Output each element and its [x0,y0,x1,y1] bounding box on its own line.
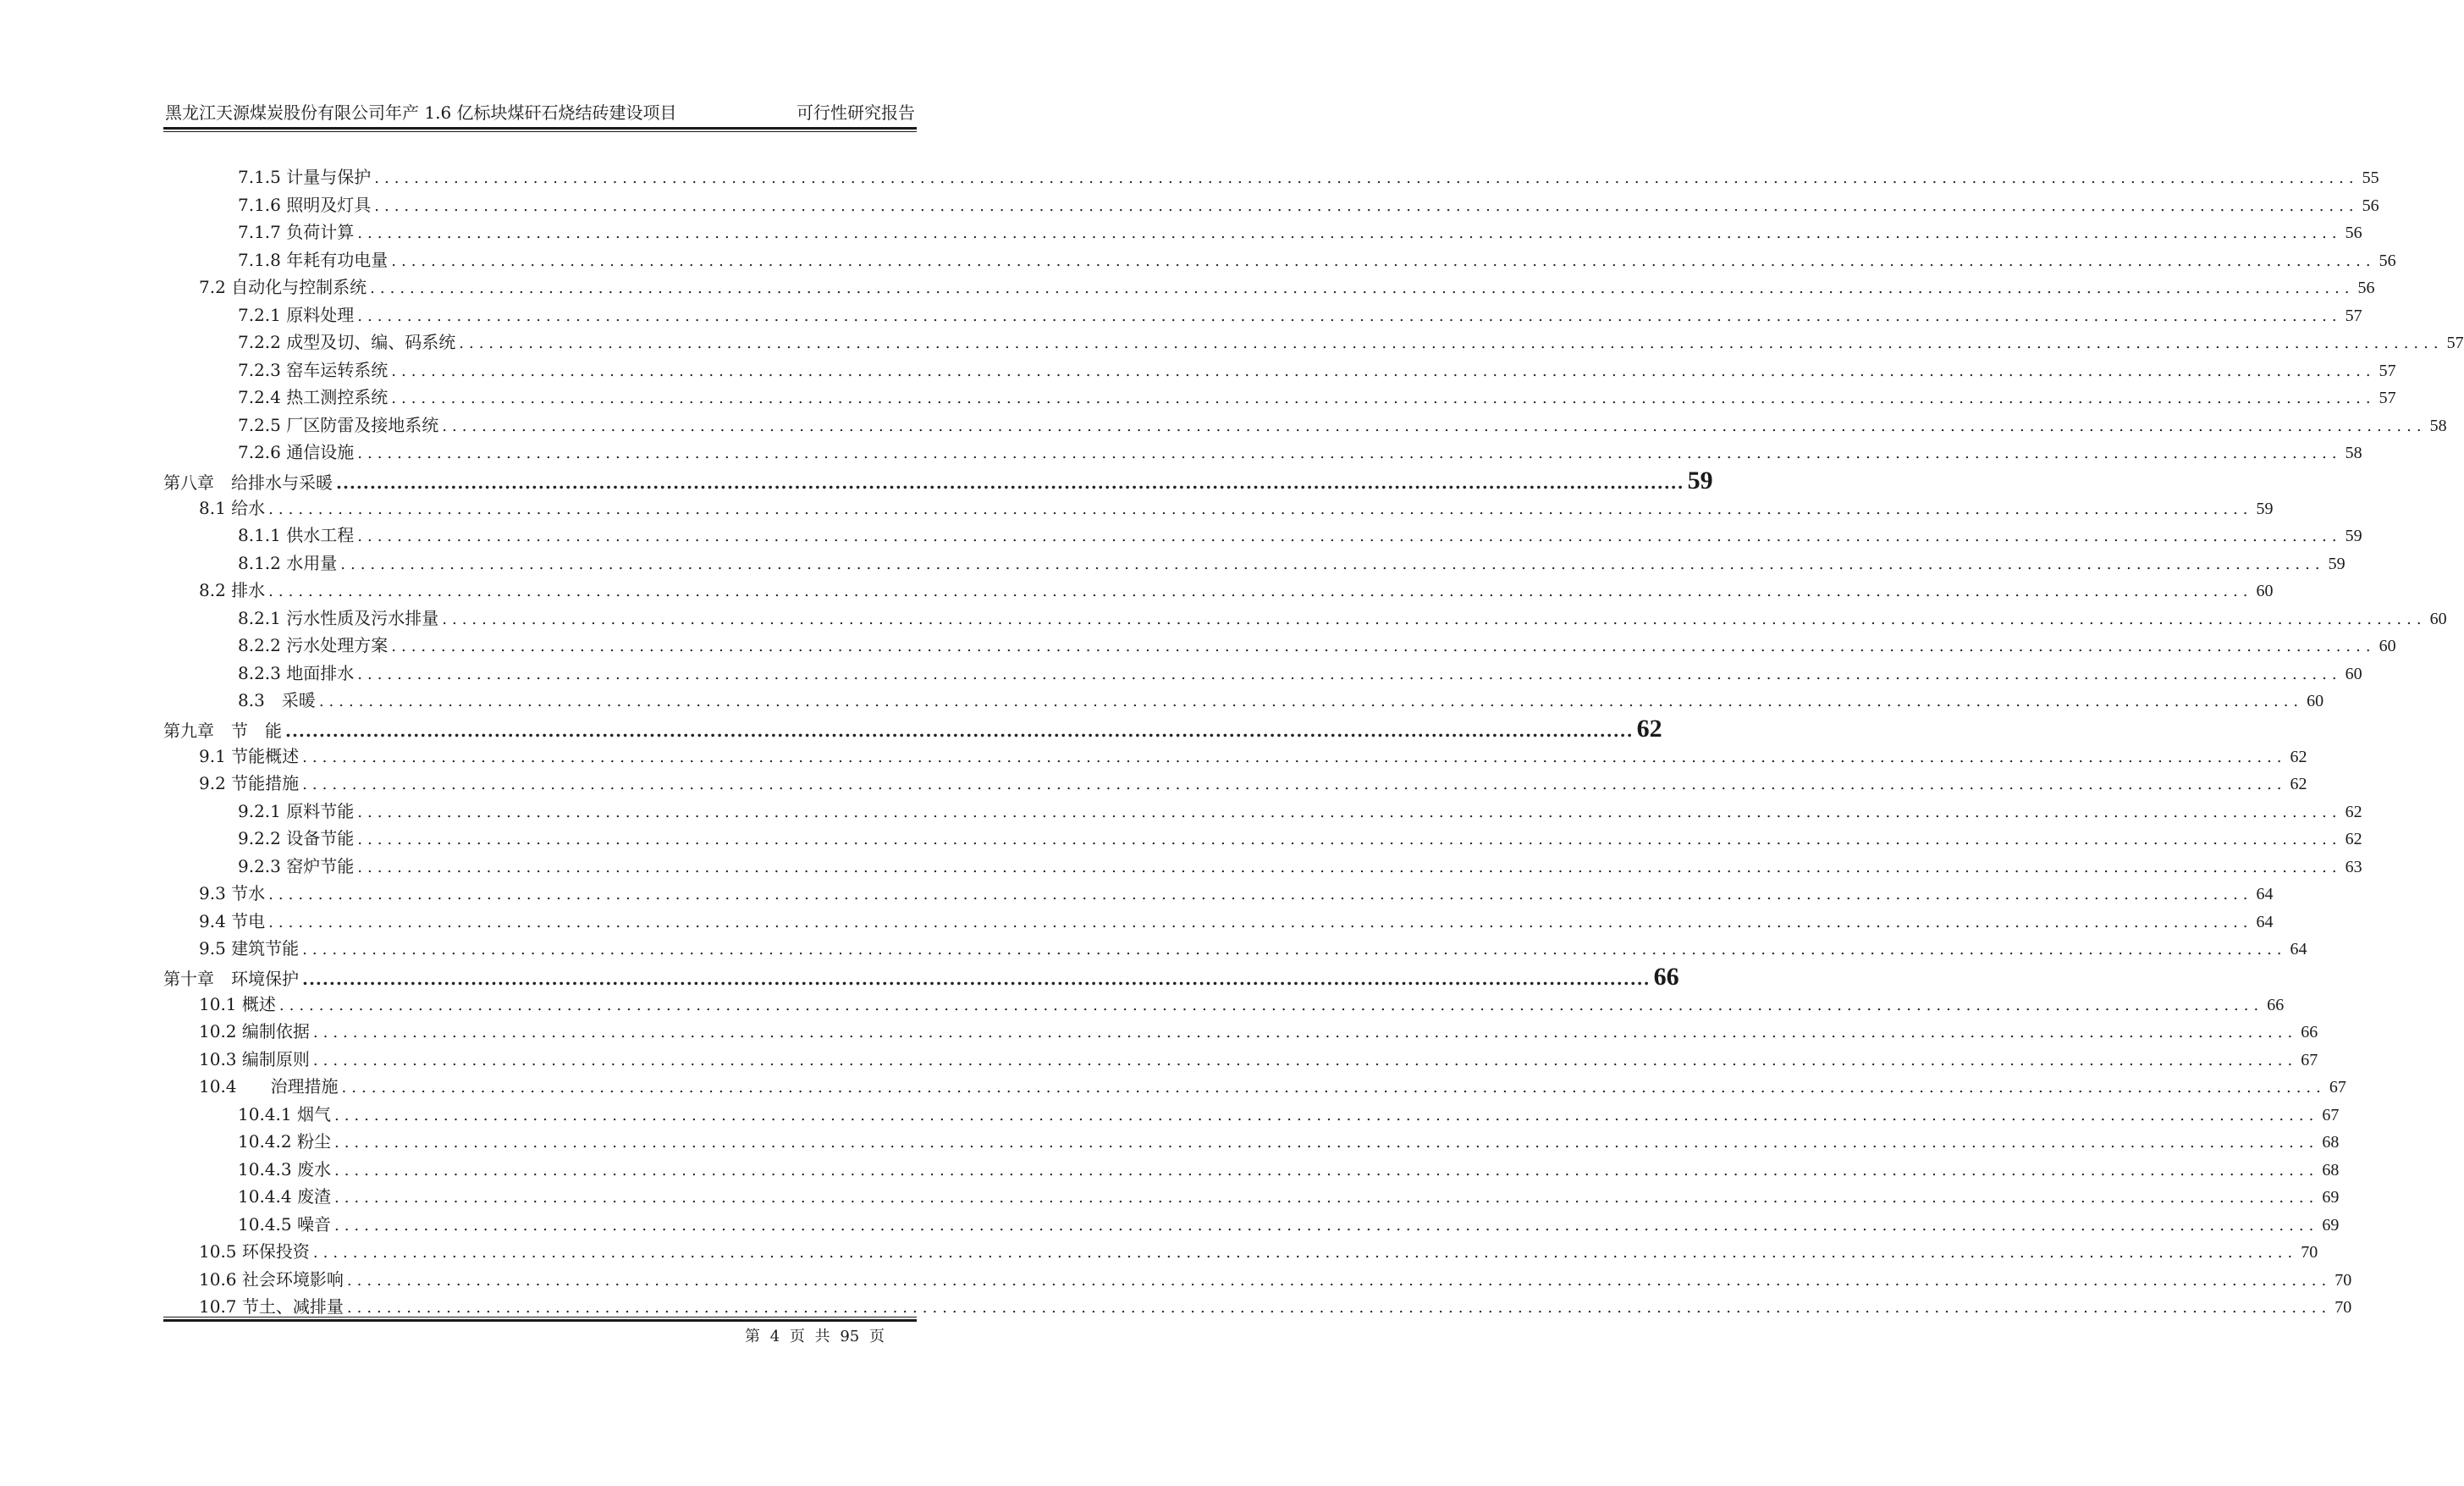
toc-entry[interactable] [163,660,2362,688]
toc-entry-label: 10.4.1 烟气 [238,1103,331,1124]
toc-leader-dots: ........................................................................................................................................................................................................ [268,583,2253,600]
toc-entry-label: 10.6 社会环境影响 [199,1268,344,1290]
toc-entry-page: 55 [2362,168,2379,187]
toc-leader-dots: ........................................................................................................................................................................................................ [318,693,2304,710]
toc-entry-label: 8.1.2 水用量 [238,552,338,573]
toc-entry-page: 57 [2379,361,2396,380]
toc-entry[interactable] [163,522,2362,550]
toc-entry-label: 8.3 采暖 [238,690,316,710]
toc-entry[interactable] [163,1156,2340,1184]
toc-leader-dots: ........................................................................................................................................................................................................ [268,886,2253,903]
toc-entry[interactable] [163,853,2362,881]
toc-entry-page: 70 [2301,1243,2318,1262]
table-of-contents [163,163,2464,1321]
toc-entry-page: 59 [2256,499,2274,518]
toc-entry-page: 69 [2322,1215,2340,1235]
toc-leader-dots: ........................................................................................................................................................................................................ [312,1244,2298,1262]
toc-entry-label: 7.2.2 成型及切、编、码系统 [238,332,456,352]
toc-entry-page: 56 [2345,224,2362,242]
toc-leader-dots: ........................................................................................................................................................................................................ [312,1024,2298,1041]
toc-leader-dots: ........................................................................................................................................................................................................ [357,445,2342,462]
toc-leader-dots: ........................................................................................................................................................................................................ [442,610,2427,628]
page-number: 第 4 页 共 95 页 [745,1328,885,1345]
toc-entry-page: 67 [2329,1078,2346,1097]
toc-entry-label: 7.2.4 热工测控系统 [238,387,389,407]
toc-leader-dots: ........................................................................................................................................................................................................ [333,1161,2319,1179]
toc-leader-dots: ........................................................................................................................................................................................................ [374,169,2359,187]
toc-leader-dots: ........................................................................................................................................................................................................ [391,362,2376,380]
toc-entry-label: 9.2.3 窑炉节能 [238,855,355,876]
toc-entry[interactable] [163,246,2396,274]
toc-leader-dots: ........................................................................................................................................................................................................ [333,1106,2319,1124]
toc-leader-dots: ........................................................................................................................................................................................................ [268,500,2253,518]
toc-entry-label: 10.4.2 粉尘 [238,1131,331,1152]
toc-leader-dots: ........................................................................................................................................................................................................ [357,224,2342,242]
toc-entry[interactable] [163,412,2447,439]
toc-leader-dots: ........................................................................................................................................................................................................ [357,307,2342,325]
toc-entry-label: 第九章 节 能 [163,720,282,741]
toc-entry[interactable] [163,880,2274,908]
toc-leader-dots: ........................................................................................................................................................................................................ [285,720,1634,741]
toc-entry-label: 9.2 节能措施 [199,773,300,793]
toc-leader-dots: ........................................................................................................................................................................................................ [357,528,2342,545]
toc-entry-page: 64 [2290,940,2307,958]
toc-leader-dots: ........................................................................................................................................................................................................ [374,196,2359,215]
toc-leader-dots: ........................................................................................................................................................................................................ [278,996,2264,1014]
toc-leader-dots: ........................................................................................................................................................................................................ [333,1216,2319,1235]
toc-entry-label: 10.7 节土、减排量 [199,1296,344,1317]
toc-entry[interactable] [163,384,2396,412]
toc-entry-page: 62 [2290,747,2307,766]
toc-entry[interactable] [163,687,2324,715]
toc-entry[interactable] [163,1073,2346,1101]
toc-entry-page: 59 [2345,527,2362,545]
toc-entry-label: 7.2.5 厂区防雷及接地系统 [238,414,439,435]
toc-entry-page: 66 [1653,962,1679,991]
toc-entry[interactable] [163,163,2379,191]
toc-entry-page: 60 [2379,637,2396,655]
header-rule-thin [163,131,917,132]
toc-leader-dots: ........................................................................................................................................................................................................ [459,334,2444,352]
toc-entry-label: 7.1.7 负荷计算 [238,222,355,242]
toc-leader-dots: ........................................................................................................................................................................................................ [302,941,2287,958]
toc-entry[interactable] [163,439,2362,467]
toc-leader-dots: ........................................................................................................................................................................................................ [346,1271,2332,1290]
toc-entry-label: 9.4 节电 [199,910,266,931]
toc-entry[interactable] [163,218,2362,246]
toc-entry[interactable] [163,1018,2318,1046]
toc-entry[interactable] [163,770,2307,798]
toc-entry-label: 10.4.4 废渣 [238,1186,331,1207]
toc-leader-dots: ........................................................................................................................................................................................................ [302,968,1651,989]
toc-entry[interactable] [163,798,2362,826]
header-doc-type: 可行性研究报告 [797,102,915,123]
toc-entry-page: 67 [2322,1105,2340,1124]
toc-entry-page: 62 [1636,714,1662,743]
toc-chapter-entry[interactable] [163,466,1713,494]
toc-chapter-entry[interactable] [163,714,1662,743]
toc-entry-label: 第十章 环境保护 [163,968,299,989]
toc-entry-label: 7.2.1 原料处理 [238,304,355,325]
toc-entry[interactable] [163,743,2307,771]
toc-entry-page: 63 [2345,857,2362,876]
toc-leader-dots: ........................................................................................................................................................................................................ [341,1079,2326,1097]
toc-entry[interactable] [163,908,2274,936]
toc-leader-dots: ........................................................................................................................................................................................................ [357,803,2342,821]
toc-entry[interactable] [163,356,2396,384]
toc-entry[interactable] [163,1238,2318,1266]
toc-entry[interactable] [163,329,2464,356]
toc-entry-page: 68 [2322,1160,2340,1179]
toc-entry-page: 57 [2379,389,2396,407]
toc-entry-page: 67 [2301,1050,2318,1069]
toc-entry-page: 59 [1687,466,1713,494]
toc-entry-label: 8.2.1 污水性质及污水排量 [238,607,439,628]
toc-entry-page: 62 [2345,802,2362,821]
toc-entry-page: 70 [2334,1298,2352,1317]
toc-leader-dots: ........................................................................................................................................................................................................ [340,555,2325,573]
toc-entry-label: 8.1 给水 [199,497,266,518]
header-rule-thick [163,127,917,130]
toc-entry[interactable] [163,494,2274,522]
toc-entry-label: 9.1 节能概述 [199,745,300,766]
toc-entry-page: 68 [2322,1133,2340,1152]
toc-leader-dots: ........................................................................................................................................................................................................ [357,858,2342,876]
toc-entry-page: 58 [2345,444,2362,462]
toc-leader-dots: ........................................................................................................................................................................................................ [268,913,2253,931]
toc-leader-dots: ........................................................................................................................................................................................................ [336,472,1684,493]
toc-entry-page: 56 [2362,196,2379,215]
footer-rule-thin [163,1317,917,1318]
toc-entry-page: 56 [2379,251,2396,270]
toc-entry-page: 69 [2322,1188,2340,1207]
toc-entry-page: 59 [2328,554,2345,573]
toc-entry-label: 10.4.3 废水 [238,1158,331,1179]
toc-entry[interactable] [163,301,2362,329]
toc-leader-dots: ........................................................................................................................................................................................................ [391,638,2376,655]
toc-leader-dots: ........................................................................................................................................................................................................ [442,417,2427,435]
toc-entry-page: 58 [2429,416,2447,435]
toc-entry-page: 60 [2345,664,2362,683]
toc-leader-dots: ........................................................................................................................................................................................................ [370,279,2355,297]
toc-entry-label: 7.2.3 窑车运转系统 [238,359,389,380]
toc-entry-page: 64 [2256,912,2274,931]
toc-entry-label: 10.4.5 噪音 [238,1213,331,1235]
toc-entry-label: 9.2.2 设备节能 [238,828,355,848]
toc-entry[interactable] [163,605,2447,633]
toc-entry[interactable] [163,1046,2318,1074]
toc-entry-page: 66 [2301,1023,2318,1041]
toc-entry[interactable] [163,632,2396,660]
toc-entry-label: 8.2.2 污水处理方案 [238,635,389,655]
toc-entry-label: 8.2 排水 [199,580,266,600]
toc-entry[interactable] [163,1183,2340,1211]
toc-entry[interactable] [163,1211,2340,1239]
toc-leader-dots: ........................................................................................................................................................................................................ [357,831,2342,848]
toc-entry-label: 8.1.1 供水工程 [238,525,355,545]
toc-leader-dots: ........................................................................................................................................................................................................ [346,1299,2332,1317]
toc-entry-page: 66 [2267,995,2285,1014]
toc-entry[interactable] [163,1266,2352,1294]
toc-entry-page: 57 [2446,334,2464,352]
toc-entry-label: 7.1.6 照明及灯具 [238,194,372,215]
toc-entry-page: 56 [2357,279,2375,297]
toc-entry-label: 第八章 给排水与采暖 [163,472,333,493]
toc-leader-dots: ........................................................................................................................................................................................................ [333,1134,2319,1152]
toc-entry-label: 7.2.6 通信设施 [238,442,355,462]
toc-entry[interactable] [163,935,2307,963]
toc-entry-page: 60 [2256,582,2274,600]
toc-entry[interactable] [163,1101,2340,1129]
toc-entry-page: 64 [2256,885,2274,903]
toc-entry[interactable] [163,191,2379,219]
toc-entry-page: 62 [2290,775,2307,793]
toc-leader-dots: ........................................................................................................................................................................................................ [391,389,2376,407]
toc-entry-label: 9.3 节水 [199,883,266,903]
footer-rule-thick [163,1319,917,1322]
toc-entry[interactable] [163,1128,2340,1156]
toc-entry[interactable] [163,577,2274,605]
toc-entry-label: 7.1.8 年耗有功电量 [238,249,389,270]
toc-entry-label: 9.5 建筑节能 [199,938,300,958]
toc-entry-label: 9.2.1 原料节能 [238,800,355,821]
toc-entry[interactable] [163,991,2285,1019]
toc-entry-page: 62 [2345,830,2362,848]
toc-entry-label: 10.4 治理措施 [199,1076,339,1097]
toc-leader-dots: ........................................................................................................................................................................................................ [333,1189,2319,1207]
toc-entry-label: 10.2 编制依据 [199,1021,310,1041]
page-header [163,100,917,125]
toc-entry-label: 7.2 自动化与控制系统 [199,277,367,297]
toc-leader-dots: ........................................................................................................................................................................................................ [302,748,2287,766]
toc-entry-page: 60 [2429,609,2447,628]
toc-entry-page: 60 [2307,692,2324,710]
header-title: 黑龙江天源煤炭股份有限公司年产 1.6 亿标块煤矸石烧结砖建设项目 [165,102,677,123]
toc-entry-label: 7.1.5 计量与保护 [238,167,372,187]
toc-leader-dots: ........................................................................................................................................................................................................ [312,1051,2298,1069]
toc-entry-label: 10.1 概述 [199,993,276,1014]
toc-entry-label: 8.2.3 地面排水 [238,662,355,683]
toc-leader-dots: ........................................................................................................................................................................................................ [302,776,2287,793]
toc-entry[interactable] [163,550,2345,577]
toc-entry-label: 10.3 编制原则 [199,1048,310,1069]
toc-leader-dots: ........................................................................................................................................................................................................ [357,665,2342,683]
toc-leader-dots: ........................................................................................................................................................................................................ [391,251,2376,270]
toc-entry[interactable] [163,273,2375,301]
toc-entry[interactable] [163,825,2362,853]
toc-chapter-entry[interactable] [163,962,1679,991]
toc-entry-page: 57 [2345,306,2362,325]
toc-entry-page: 70 [2334,1270,2352,1290]
toc-entry-label: 10.5 环保投资 [199,1241,310,1262]
